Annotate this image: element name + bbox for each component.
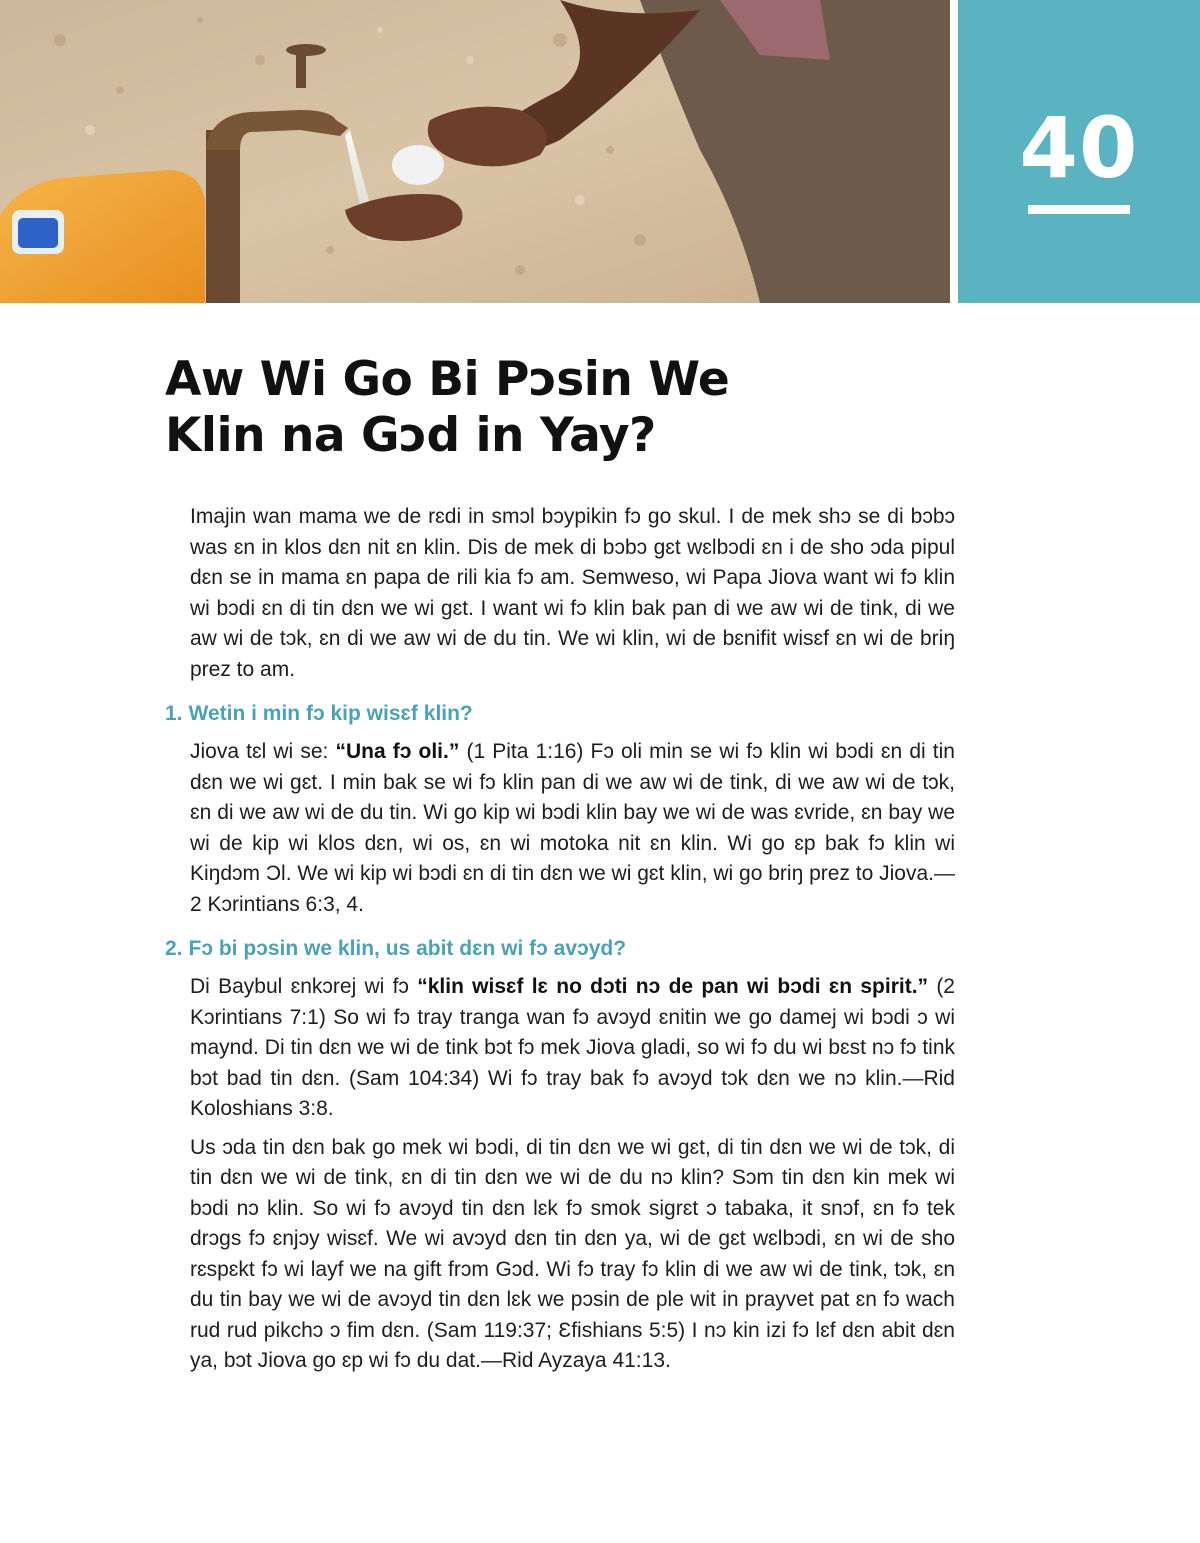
section-2-paragraph-2: Us ɔda tin dɛn bak go mek wi bɔdi, di tin dɛn we wi gɛt, di tin dɛn we wi de tɔk, di tin dɛn we wi de tink, ɛn di tin dɛn we wi de du nɔ klin? Sɔm tin dɛn kin mek wi bɔdi nɔ klin. So wi fɔ avɔyd tin dɛn lɛk fɔ smok sigrɛt ɔ tabaka, it snɔf, ɛn fɔ tek drɔgs fɔ ɛnjɔy wisɛf. We wi avɔyd dɛn tin dɛn ya, wi de gɛt wɛlbɔdi, ɛn wi de sho rɛspɛkt fɔ wi layf we na gift frɔm Gɔd. Wi fɔ tray fɔ klin di we aw wi de tink, tɔk, ɛn du tin bay we wi de avɔyd tin dɛn lɛk we pɔsin de ple wit in prayvet pat ɛn fɔ wach rud rud pikchɔ ɔ fim dɛn. (Sam 119:37; Ɛfishians 5:5) I nɔ kin izi fɔ lɛf dɛn abit dɛn ya, bɔt Jiova go ɛp wi fɔ du dat.—Rid Ayzaya 41:13. (190, 1135, 955, 1372)
section-2-paragraph-1 (190, 972, 955, 1125)
intro-paragraph: Imajin wan mama we de rɛdi in smɔl bɔypikin fɔ go skul. I de mek shɔ se di bɔbɔ was ɛn in klos dɛn nit ɛn klin. Dis de mek di bɔbɔ gɛt wɛlbɔdi ɛn i de sho ɔda pipul dɛn se in mama ɛn papa de rili kia fɔ am. Semweso, wi Papa Jiova want wi fɔ klin wi bɔdi ɛn di tin dɛn we wi gɛt. I want wi fɔ klin bak pan di we aw wi de tink, di we aw wi de tɔk, ɛn di we aw wi de du tin. We wi klin, wi de bɛnifit wisɛf ɛn wi de briŋ prez to am. (190, 505, 955, 681)
question-number: 2. (165, 937, 183, 960)
section-1-paragraph (190, 737, 955, 920)
hero-photo (0, 0, 950, 303)
paragraph-text: Di Baybul ɛnkɔrej wi fɔ (190, 975, 418, 998)
chapter-badge (958, 0, 1200, 303)
lesson-title-line-1: Aw Wi Go Bi Pɔsin We (165, 352, 730, 407)
paragraph-text: (2 Kɔrintians 7:1) So wi fɔ tray tranga wan fɔ avɔyd ɛnitin we go damej wi bɔdi ɔ wi maynd. Di tin dɛn we wi de tink bɔt fɔ mek Jiova gladi, so wi fɔ du wi bɛst nɔ fɔ tink bɔt bad tin dɛn. (Sam 104:34) Wi fɔ tray bak fɔ avɔyd tɔk dɛn we nɔ klin.—Rid Koloshians 3:8. (190, 975, 955, 1120)
chapter-number: 40 (1019, 99, 1139, 197)
paragraph-text: Jiova tɛl wi se: (190, 740, 336, 763)
scripture-quote: “Una fɔ oli.” (335, 740, 460, 763)
question-number: 1. (165, 702, 183, 725)
question-heading-1 (165, 699, 955, 729)
lesson-title (165, 352, 925, 464)
scripture-quote: “klin wisɛf lɛ no dɔti nɔ de pan wi bɔdi ɛn spirit.” (417, 975, 929, 998)
question-text: Wetin i min fɔ kip wisɛf klin? (188, 702, 473, 725)
question-text: Fɔ bi pɔsin we klin, us abit dɛn wi fɔ avɔyd? (188, 937, 627, 960)
lesson-title-line-2: Klin na Gɔd in Yay? (165, 408, 656, 463)
handwashing-illustration (0, 0, 950, 303)
question-heading-2 (165, 934, 955, 964)
chapter-number-underline (1028, 205, 1130, 214)
lesson-body (165, 502, 955, 1377)
paragraph-text: (1 Pita 1:16) Fɔ oli min se wi fɔ klin wi bɔdi ɛn di tin dɛn we wi gɛt. I min bak se wi fɔ klin pan di we aw wi de tink, di we aw wi de tɔk, ɛn di we aw wi de du tin. Wi go kip wi bɔdi klin bay we wi de was ɛvride, ɛn bay we wi de kip wi klos dɛn, wi os, ɛn wi motoka nit ɛn klin. Wi go ɛp bak fɔ klin wi Kiŋdɔm Ɔl. We wi kip wi bɔdi ɛn di tin dɛn we wi gɛt klin, wi go briŋ prez to Jiova.—2 Kɔrintians 6:3, 4. (190, 740, 955, 916)
